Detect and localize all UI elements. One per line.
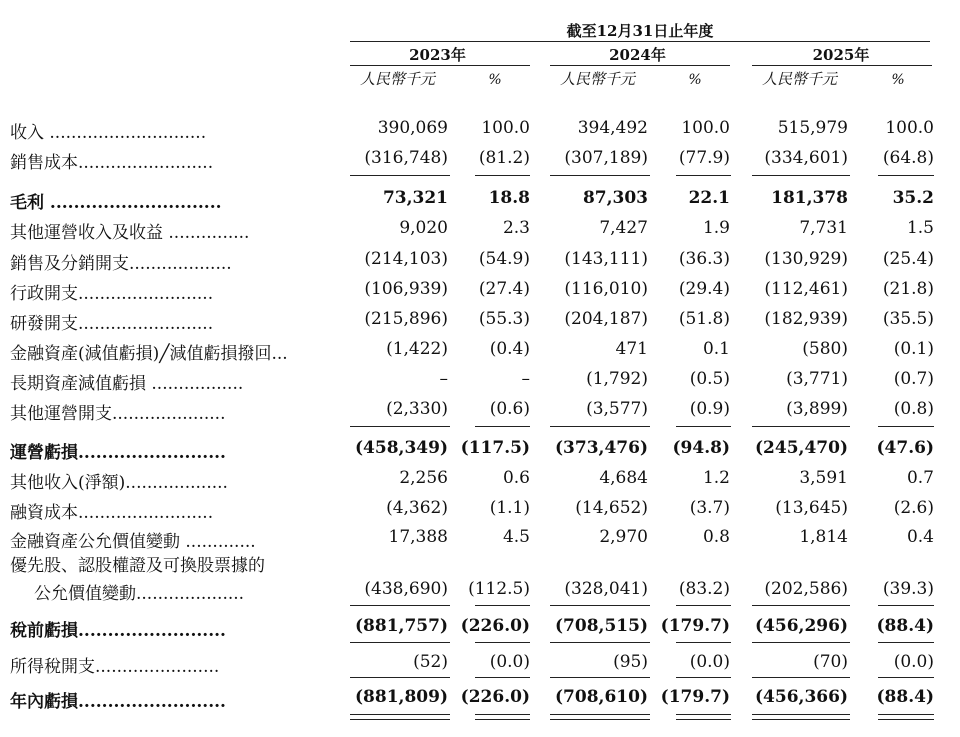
row-other-income-net [0,464,960,495]
value-2023-pct: (1.1) [489,498,530,518]
value-2025-pct: (35.5) [882,309,934,329]
value-2023-rmb: 9,020 [399,218,448,238]
value-2023-rmb: (316,748) [364,148,448,168]
rule-after-tax [878,677,934,678]
value-2025-pct: (25.4) [882,249,934,269]
value-2025-rmb: 181,378 [771,188,848,208]
value-2024-pct: 0.8 [702,527,730,547]
row-label: 優先股、認股權證及可換股票據的 [10,556,265,576]
unit-label-2024: 人民幣千元 [560,70,636,88]
value-2024-rmb: (328,041) [564,579,648,599]
value-2025-pct: (0.8) [893,399,934,419]
value-2024-rmb: 4,684 [599,468,648,488]
value-2025-rmb: 7,731 [799,218,848,238]
row-financial-asset-impairment [0,335,960,366]
value-2023-pct: (0.0) [489,652,530,672]
row-label: 其他運營收入及收益 ............... [10,223,250,243]
value-2024-rmb: (95) [613,652,648,672]
row-finance-costs [0,494,960,525]
value-2025-rmb: (182,939) [764,309,848,329]
value-2024-rmb: (708,515) [555,616,648,636]
double-rule-total [475,714,530,720]
rule-after-pretax [752,642,850,643]
unit-label-2023: 人民幣千元 [360,70,436,88]
value-2024-pct: (36.3) [678,249,730,269]
value-2023-rmb: (438,690) [364,579,448,599]
value-2023-pct: (55.3) [478,309,530,329]
value-2024-pct: 1.2 [702,468,730,488]
value-2025-pct: 1.5 [906,218,934,238]
row-label: 所得稅開支....................... [10,657,220,677]
pct-label-2024: % [688,72,702,88]
row-operating-loss [0,434,960,465]
row-label: 金融資產公允價值變動 ............. [10,532,256,552]
row-revenue [0,114,960,145]
row-label: 銷售成本......................... [10,153,214,173]
value-2024-pct: (0.9) [689,399,730,419]
row-other-operating-income [0,214,960,245]
value-2025-rmb: (3,899) [786,399,848,419]
value-2023-rmb: 73,321 [382,188,448,208]
unit-label-2025: 人民幣千元 [762,70,838,88]
value-2025-pct: (64.8) [882,148,934,168]
value-2023-pct: 4.5 [502,527,530,547]
row-label: 年內虧損......................... [10,692,226,712]
value-2024-rmb: (373,476) [555,438,648,458]
value-2024-pct: 1.9 [702,218,730,238]
value-2025-rmb: (334,601) [764,148,848,168]
double-rule-total [550,714,650,720]
value-2025-rmb: (130,929) [764,249,848,269]
value-2023-pct: (226.0) [460,616,530,636]
row-label: 稅前虧損......................... [10,621,226,641]
row-admin-expenses [0,275,960,306]
value-2024-rmb: (116,010) [564,279,648,299]
value-2024-rmb: (14,652) [575,498,648,518]
row-income-tax [0,648,960,679]
rule-after-other-opex [550,426,650,427]
rule-after-cost [350,175,450,176]
row-preferred-shares-caption [0,547,960,578]
row-label: 毛利 ............................. [10,193,222,213]
value-2023-pct: (0.6) [489,399,530,419]
value-2025-pct: 35.2 [892,188,934,208]
value-2025-pct: (2.6) [893,498,934,518]
value-2024-pct: (51.8) [678,309,730,329]
rule-after-cost [676,175,731,176]
value-2024-rmb: (1,792) [586,369,648,389]
double-rule-total [676,714,731,720]
value-2024-pct: (29.4) [678,279,730,299]
pct-label-2023: % [488,72,502,88]
value-2023-pct: (27.4) [478,279,530,299]
value-2025-pct: (21.8) [882,279,934,299]
row-label: 研發開支......................... [10,314,214,334]
row-label: 收入 ............................. [10,123,207,143]
year-header-2025: 2025年 [812,46,870,64]
value-2024-rmb: 7,427 [599,218,648,238]
value-2023-rmb: (458,349) [355,438,448,458]
rule-after-tax [752,677,850,678]
rule-after-tax [550,677,650,678]
row-label: 公允價值變動.................... [34,584,245,604]
row-gross-profit [0,184,960,215]
period-rule [350,41,930,42]
value-2023-pct: (226.0) [460,687,530,707]
value-2025-rmb: (13,645) [775,498,848,518]
value-2025-pct: 100.0 [885,118,934,138]
double-rule-total [878,714,934,720]
row-rd-expenses [0,305,960,336]
value-2025-rmb: (3,771) [786,369,848,389]
double-rule-total [752,714,850,720]
value-2025-rmb: (245,470) [755,438,848,458]
value-2025-rmb: (456,366) [755,687,848,707]
rule-after-pretax [475,642,530,643]
rule-before-pretax [475,605,530,606]
value-2025-pct: (0.1) [893,339,934,359]
value-2023-rmb: (881,809) [355,687,448,707]
rule-after-pretax [350,642,450,643]
value-2023-rmb: (215,896) [364,309,448,329]
value-2025-pct: 0.7 [906,468,934,488]
value-2025-pct: 0.4 [906,527,934,547]
value-2023-rmb: (4,362) [386,498,448,518]
value-2025-rmb: 1,814 [799,527,848,547]
period-header: 截至12月31日止年度 [566,22,714,40]
value-2025-pct: (0.7) [893,369,934,389]
value-2025-pct: (0.0) [893,652,934,672]
value-2025-pct: (88.4) [876,687,934,707]
row-long-term-asset-impairment [0,365,960,396]
rule-after-tax [475,677,530,678]
value-2024-pct: (0.5) [689,369,730,389]
row-label: 融資成本......................... [10,503,214,523]
rule-after-cost [475,175,530,176]
value-2023-pct: (117.5) [460,438,530,458]
value-2025-pct: (47.6) [876,438,934,458]
year-header-2024: 2024年 [609,46,666,64]
rule-after-other-opex [676,426,731,427]
row-loss-for-year [0,683,960,714]
rule-after-other-opex [878,426,934,427]
row-label: 運營虧損......................... [10,443,226,463]
value-2023-pct: (54.9) [478,249,530,269]
value-2024-pct: (3.7) [689,498,730,518]
year-rule-2023 [350,65,530,66]
value-2024-pct: 22.1 [688,188,730,208]
value-2025-rmb: (112,461) [764,279,848,299]
value-2023-rmb: (881,757) [355,616,448,636]
rule-after-other-opex [752,426,850,427]
value-2024-rmb: (204,187) [564,309,648,329]
value-2025-rmb: (202,586) [764,579,848,599]
value-2024-rmb: 87,303 [582,188,648,208]
row-loss-before-tax [0,612,960,643]
value-2024-pct: (179.7) [660,687,730,707]
value-2024-rmb: (143,111) [564,249,648,269]
value-2025-rmb: (70) [813,652,848,672]
rule-after-cost [878,175,934,176]
rule-before-pretax [752,605,850,606]
rule-after-tax [676,677,731,678]
rule-after-cost [550,175,650,176]
value-2024-rmb: (708,610) [555,687,648,707]
year-rule-2025 [752,65,932,66]
rule-before-pretax [878,605,934,606]
year-rule-2024 [550,65,730,66]
rule-before-pretax [550,605,650,606]
value-2024-pct: (77.9) [678,148,730,168]
rule-after-pretax [676,642,731,643]
value-2024-rmb: 2,970 [599,527,648,547]
value-2023-pct: – [521,369,530,389]
value-2023-pct: 100.0 [481,118,530,138]
value-2024-pct: (0.0) [689,652,730,672]
rule-after-cost [752,175,850,176]
value-2023-rmb: 390,069 [377,118,448,138]
row-label: 行政開支......................... [10,284,214,304]
value-2023-rmb: (52) [413,652,448,672]
double-rule-total [350,714,450,720]
value-2023-pct: 0.6 [502,468,530,488]
value-2023-rmb: – [439,369,448,389]
value-2023-rmb: (106,939) [364,279,448,299]
row-label: 金融資產(減值虧損)╱減值虧損撥回... [10,344,288,364]
value-2025-rmb: (580) [802,339,848,359]
row-label: 其他收入(淨額)................... [10,473,228,493]
value-2024-pct: (179.7) [660,616,730,636]
rule-after-pretax [878,642,934,643]
value-2025-pct: (88.4) [876,616,934,636]
value-2023-pct: (81.2) [478,148,530,168]
row-fv-preferred-shares [0,575,960,606]
rule-after-other-opex [475,426,530,427]
value-2023-pct: (0.4) [489,339,530,359]
rule-before-pretax [350,605,450,606]
pct-label-2025: % [891,72,905,88]
value-2023-pct: 18.8 [488,188,530,208]
row-label: 長期資產減值虧損 ................. [10,374,244,394]
value-2024-pct: 100.0 [681,118,730,138]
value-2024-pct: 0.1 [702,339,730,359]
value-2025-rmb: 3,591 [799,468,848,488]
rule-before-pretax [676,605,731,606]
value-2024-rmb: (307,189) [564,148,648,168]
value-2023-rmb: (2,330) [386,399,448,419]
value-2024-rmb: (3,577) [586,399,648,419]
rule-after-tax [350,677,450,678]
row-cost-of-sales [0,144,960,175]
value-2024-rmb: 394,492 [577,118,648,138]
value-2023-rmb: (1,422) [386,339,448,359]
value-2023-rmb: (214,103) [364,249,448,269]
value-2025-rmb: (456,296) [755,616,848,636]
value-2023-pct: (112.5) [468,579,530,599]
row-label: 其他運營開支..................... [10,404,226,424]
value-2023-rmb: 2,256 [399,468,448,488]
year-header-2023: 2023年 [409,46,466,64]
value-2025-pct: (39.3) [882,579,934,599]
value-2023-rmb: 17,388 [388,527,448,547]
rule-after-pretax [550,642,650,643]
row-other-operating-expenses [0,395,960,426]
row-label: 銷售及分銷開支................... [10,254,232,274]
value-2024-pct: (94.8) [672,438,730,458]
row-selling-expenses [0,245,960,276]
value-2023-pct: 2.3 [502,218,530,238]
rule-after-other-opex [350,426,450,427]
value-2024-rmb: 471 [615,339,648,359]
value-2025-rmb: 515,979 [777,118,848,138]
value-2024-pct: (83.2) [678,579,730,599]
